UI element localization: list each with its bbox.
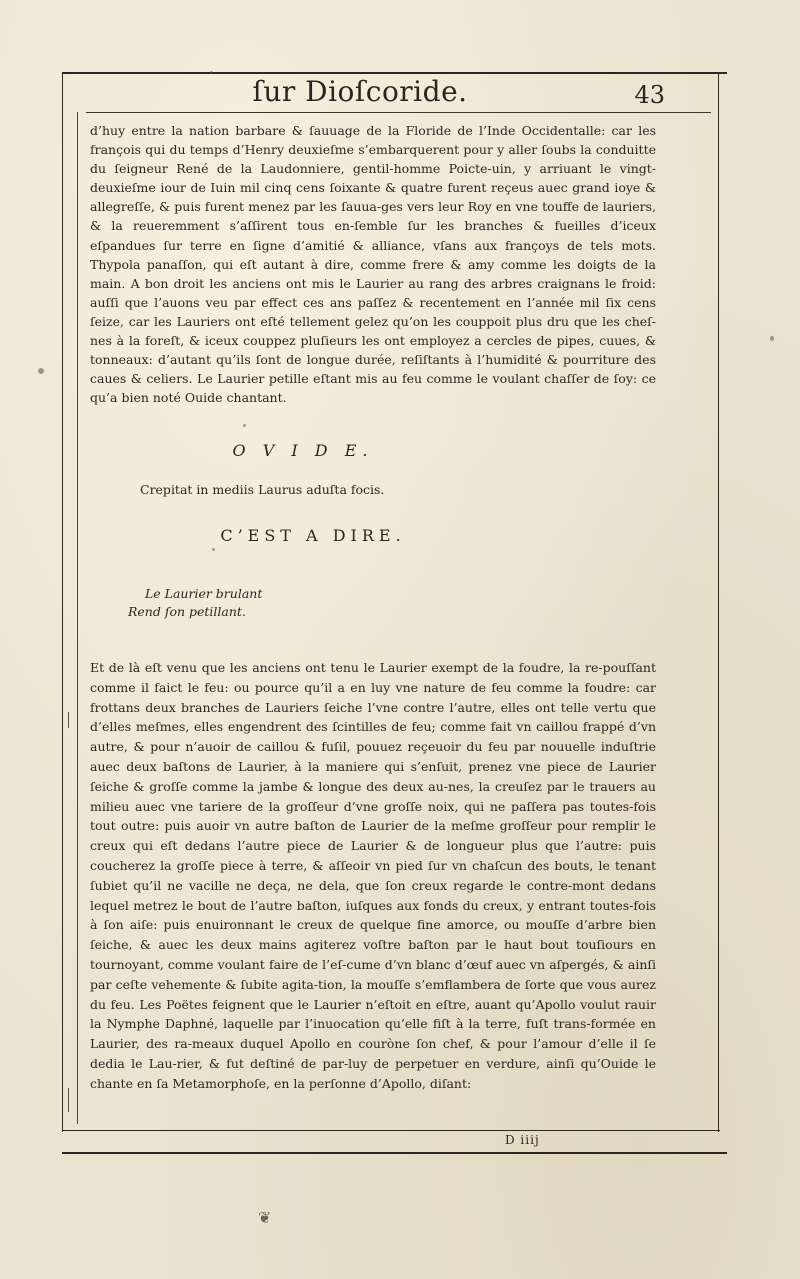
ink-stain bbox=[212, 548, 215, 551]
section-heading-cest-a-dire: C’EST A DIRE. bbox=[220, 526, 406, 545]
body-paragraph-1: d’huy entre la nation barbare & ſauuage de la Floride de l’Inde Occidentalle: car les françois qui du temps d’Henry deuxieſme s’embarquerent pour y aller ſoubs la conduitte du ſeigneur René de la Laudonniere, gentil-homme Poicte-uin, y arriuant le vingt-deuxieſme iour de Iuin mil cinq cens ſoixante & quatre furent reçeus auec grand ioye & allegreſſe, & puis furent menez par les ſauua-ges vers leur Roy en vne touffe de lauriers, & la reueremment s’aſſirent tous en-ſemble ſur les branches & fueilles d’iceux eſpandues ſur terre en ſigne d’amitié & alliance, vſans aux françoys de tels mots. Thypola panaſſon, qui eſt autant à dire, comme frere & amy comme les doigts de la main. A bon droit les anciens ont mis le Laurier au rang des arbres craignans le froid: auſſi que l’auons veu par effect ces ans paſſez & recentement en l’année mil ſix cens ſeize, car les Lauriers ont eſté tellement gelez qu’on les couppoit plus dru que les cheſ-nes à la foreſt, & iceux couppez pluſieurs les ont employez a cercles de pipes, cuues, & tonneaux: d’autant qu’ils ſont de longue durée, reſiſtants à l’humidité & pourriture des caues & celiers. Le Laurier petille eſtant mis au feu comme le voulant chaſſer de ſoy: ce qu’a bien noté Ouide chantant. bbox=[90, 123, 656, 406]
left-border-rule bbox=[62, 72, 63, 1132]
bottom-rule bbox=[62, 1130, 720, 1131]
french-verse-line-2: Rend ſon petillant. bbox=[128, 604, 246, 619]
body-paragraph-2: Et de là eſt venu que les anciens ont tenu le Laurier exempt de la foudre, la re-pouſſant comme il faict le feu: ou pource qu’il a en luy vne nature de feu comme la foudre: car frottans deux branches de Lauriers ſeiche l’vne contre l’autre, elles ont telle vertu que d’elles meſmes, elles engendrent des ſcintilles de feu; comme fait vn caillou frappé d’vn autre, & pour n’auoir de caillou & fuſil, pouuez reçeuoir du feu par nouuelle induſtrie auec deux baſtons de Laurier, à la maniere qui s’enſuit, prenez vne piece de Laurier ſeiche & groſſe comme la jambe & longue des deux au-nes, la creuſez par le trauers au milieu auec vne tariere de la groſſeur d’vne groſſe noix, qui ne paſſera pas toutes-fois tout outre: puis auoir vn autre baſton de Laurier de la meſme groſſeur pour remplir le creux qui eſt dedans l’autre piece de Laurier & de longueur plus que l’autre: puis coucherez la groſſe piece à terre, & aſſeoir vn pied ſur vn chaſcun des bouts, le tenant ſubiet qu’il ne vacille ne deça, ne dela, que ſon creux regarde le contre-mont dedans lequel metrez le bout de l’autre baſton, iuſques aux fonds du creux, y entrant toutes-fois à ſon aiſe: puis enuironnant le creux de quelque fine amorce, ou mouſſe d’arbre bien ſeiche, & auec les deux mains agiterez voſtre baſton par le haut bout touſiours en tournoyant, comme voulant faire de l’eſ-cume d’vn blanc d’œuf auec vn aſpergés, & ainſi par ceſte vehemente & ſubite agita-tion, la mouſſe s’emflambera de ſorte que vous aurez du feu. Les Poëtes feignent que le Laurier n’eſtoit en eſtre, auant qu’Apollo voulut rauir la Nymphe Daphné, laquelle par l’inuocation qu’elle fiſt à la terre, fuſt trans-formée en Laurier, des ra-meaux duquel Apollo en couròne ſon chef, & pour l’amour d’elle il ſe dedia le Lau-rier, & fut deſtiné de par-luy de perpetuer en verdure, ainſi qu’Ouide le chante en ſa Metamorphoſe, en la perſonne d’Apollo, diſant: bbox=[90, 660, 656, 1091]
signature-mark: D iiij bbox=[505, 1133, 540, 1147]
margin-mark bbox=[68, 1088, 69, 1112]
ink-stain bbox=[210, 71, 213, 74]
bottom-outer-rule bbox=[62, 1152, 727, 1154]
page-number: 43 bbox=[634, 81, 665, 109]
margin-mark bbox=[68, 712, 69, 728]
ornament-icon: ❦ bbox=[258, 1208, 272, 1227]
ink-stain bbox=[38, 368, 44, 374]
section-heading-ovide: O V I D E. bbox=[232, 441, 374, 460]
ink-stain bbox=[770, 336, 774, 341]
running-title: ſur Dioſcoride. bbox=[252, 75, 468, 108]
text-margin-rule bbox=[77, 112, 78, 1124]
french-verse-line-1: Le Laurier brulant bbox=[145, 586, 263, 601]
right-border-rule bbox=[718, 72, 719, 1132]
ink-stain bbox=[243, 424, 246, 427]
header-rule bbox=[86, 112, 711, 113]
latin-verse: Crepitat in mediis Laurus aduſta focis. bbox=[140, 482, 385, 497]
